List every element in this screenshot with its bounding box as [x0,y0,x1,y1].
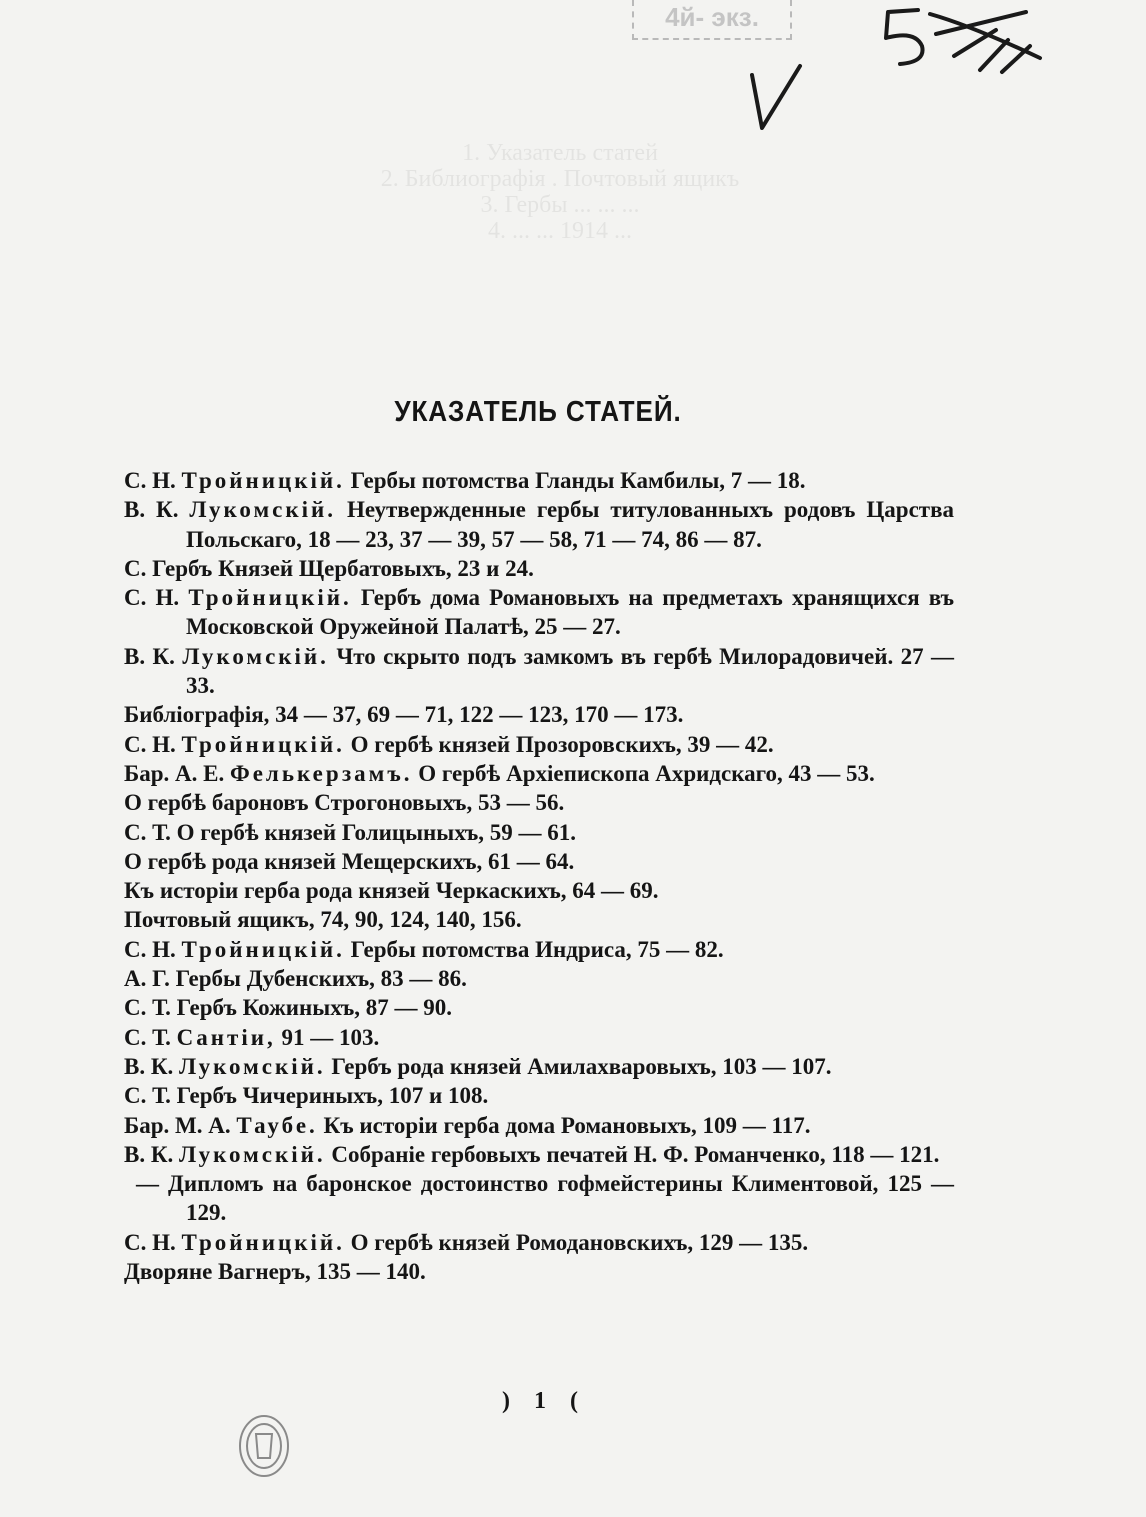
entry-author-surname: Тройницкій. [181,1229,345,1255]
toc-entry [124,1081,954,1110]
toc-entry [124,554,954,583]
toc-entry [124,788,954,817]
entry-text: О гербѣ рода князей Мещерскихъ, 61 — 64. [124,848,575,874]
entry-author: С. Т. [124,1024,171,1050]
toc-entry [124,759,954,788]
entry-author: С. Н. [124,1229,176,1255]
entry-author: С. Н. [124,468,176,493]
entry-author-surname: Лукомскій. [182,643,329,669]
library-seal-icon [236,1412,292,1480]
toc-entry [124,1052,954,1081]
toc-entry [124,1169,954,1228]
toc-entry [124,964,954,993]
entry-text: О гербѣ князей Ромодановскихъ, 129 — 135. [350,1229,809,1255]
entry-text: Къ исторіи герба рода князей Черкаскихъ, 64 — 69. [124,878,659,904]
bleed-through-text [120,140,1000,430]
toc-entry [124,1257,954,1286]
entry-author-surname: Фелькерзамъ. [229,760,413,786]
entry-text: Гербы потомства Гланды Камбилы, 7 — 18. [350,468,806,493]
toc-entry [124,847,954,876]
toc-entry [124,466,954,495]
entry-text: Гербъ рода князей Амилахваровыхъ, 103 — 107. [331,1053,832,1079]
entry-author-surname: Лукомскій. [179,1053,326,1079]
toc-entry [124,1111,954,1140]
page-title: УКАЗАТЕЛЬ СТАТЕЙ. [394,396,682,428]
entry-author-surname: Лукомскій. [179,1141,326,1167]
strike-through-icon [930,12,1040,72]
entry-text: О гербѣ бароновъ Строгоновыхъ, 53 — 56. [124,790,565,816]
entry-text: С. Т. О гербѣ князей Голицыныхъ, 59 — 61. [124,819,577,845]
handwritten-number-icon [886,10,923,64]
entry-author: С. Н. [124,731,176,757]
toc-entry [124,700,954,729]
entry-author-surname: Лукомскій. [189,497,337,523]
entry-text: Что скрыто подъ замкомъ въ гербѣ Милорадовичей. 27 — 33. [186,643,955,699]
entry-text: О гербѣ князей Прозоровскихъ, 39 — 42. [350,731,774,757]
toc-entry [124,1140,954,1169]
entry-author-surname: Тройницкій. [181,731,345,757]
bleed-line: 2. Библиографія . Почтовый ящикъ [380,166,740,192]
handwritten-marks [740,0,1060,140]
entry-author-surname: Тройницкій. [188,585,352,611]
handwritten-check-icon [752,66,800,128]
toc-entry [124,495,954,554]
bleed-line: 3. Гербы ... ... ... [480,192,640,218]
entry-author: В. К. [124,497,179,523]
entry-author-surname: Таубе. [236,1112,318,1138]
entry-author-surname: Сантіи, [176,1024,276,1050]
bleed-line: 1. Указатель статей [462,140,658,166]
entry-author: В. К. [124,1053,174,1079]
stamp-text: 4й- экз. [665,2,759,32]
toc-entry [124,993,954,1022]
toc-entry [124,1023,954,1052]
toc-entry [124,730,954,759]
entry-text: Библіографія, 34 — 37, 69 — 71, 122 — 123, 170 — 173. [124,702,684,728]
toc-entry [124,876,954,905]
toc-entry [124,642,954,701]
entry-author: Бар. А. Е. [124,760,225,786]
bleed-line: 4. ... ... 1914 ... [488,218,632,244]
entry-text: С. Т. Гербъ Чичериныхъ, 107 и 108. [124,1083,489,1109]
table-of-contents [124,466,954,1286]
entry-text: С. Т. Гербъ Кожиныхъ, 87 — 90. [124,995,452,1021]
entry-text: Къ исторіи герба дома Романовыхъ, 109 — 117. [323,1112,811,1138]
entry-text: Почтовый ящикъ, 74, 90, 124, 140, 156. [124,907,522,933]
toc-entry [124,583,954,642]
entry-author-surname: Тройницкій. [181,936,345,962]
entry-text: А. Г. Гербы Дубенскихъ, 83 — 86. [124,966,467,992]
entry-text: Дворяне Вагнеръ, 135 — 140. [124,1259,426,1285]
toc-entry [124,818,954,847]
entry-author: С. Н. [124,585,180,611]
entry-text: Дипломъ на баронское достоинство гофмейстерины Климентовой, 125 — 129. [168,1171,955,1226]
entry-text: Гербъ дома Романовыхъ на предметахъ хранящихся въ Московской Оружейной Палатѣ, 25 — 27. [186,585,955,640]
toc-entry [124,1228,954,1257]
entry-author-surname: Тройницкій. [181,468,345,493]
toc-entry [124,935,954,964]
entry-text: Гербы потомства Индриса, 75 — 82. [350,936,724,962]
toc-entry [124,905,954,934]
entry-text: Неутвержденные гербы титулованныхъ родовъ Царства Польскаго, 18 — 23, 37 — 39, 57 — 58, 71 — 74, 86 — 87. [186,497,955,552]
entry-text: 91 — 103. [281,1024,380,1050]
page-number: ) 1 ( [502,1388,578,1414]
entry-author: — [136,1171,159,1197]
entry-author: В. К. [124,1141,174,1167]
entry-text: Собраніе гербовыхъ печатей Н. Ф. Романченко, 118 — 121. [331,1141,940,1167]
entry-author: Бар. М. А. [124,1112,231,1138]
entry-author: С. Н. [124,936,176,962]
entry-text: О гербѣ Архіепископа Ахридскаго, 43 — 53. [418,760,875,786]
entry-author: В. К. [124,643,175,669]
entry-text: С. Гербъ Князей Щербатовыхъ, 23 и 24. [124,555,534,581]
